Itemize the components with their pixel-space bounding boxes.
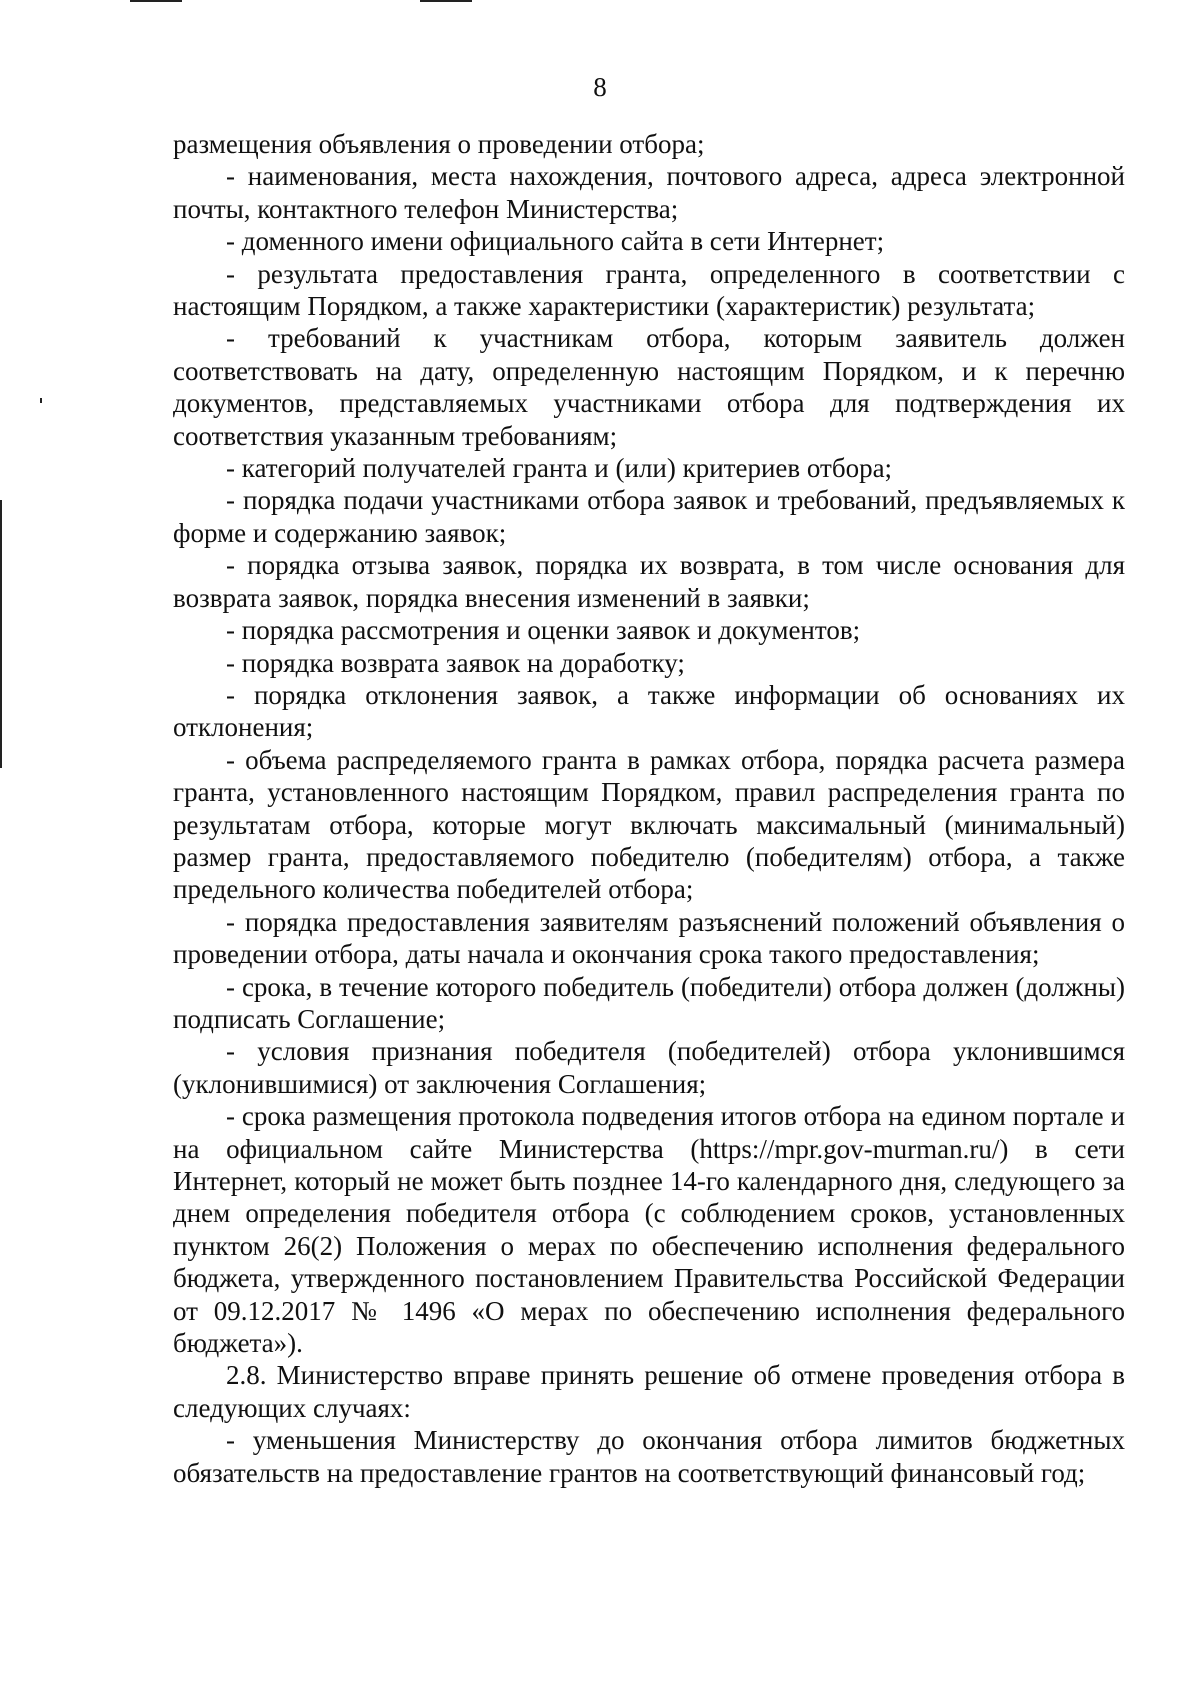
scan-speck [40,398,42,403]
document-body [173,128,1125,1489]
list-item: - объема распределяемого гранта в рамках отбора, порядка расчета размера гранта, установленного настоящим Порядком, правил распределения гранта по результатам отбора, которые могут включать максимальный (минимальный) размер гранта, предоставляемого победителю (победителям) отбора, а также предельного количества победителей отбора; [173,744,1125,905]
list-item: - порядка возврата заявок на доработку; [226,647,685,678]
list-item: - доменного имени официального сайта в сети Интернет; [226,226,885,257]
page-number: 8 [593,72,607,102]
list-item: - требований к участникам отбора, которым заявитель должен соответствовать на дату, определенную настоящим Порядком, и к перечню документов, представляемых участниками отбора для подтверждения их соответствия указанным требованиям; [173,323,1125,451]
list-item: - уменьшения Министерству до окончания отбора лимитов бюджетных обязательств на предоставление грантов на соответствующий финансовый год; [173,1425,1125,1488]
list-item: - порядка отзыва заявок, порядка их возврата, в том числе основания для возврата заявок, порядка внесения изменений в заявки; [173,550,1125,613]
list-item: - наименования, места нахождения, почтового адреса, адреса электронной почты, контактного телефон Министерства; [173,161,1125,224]
list-item: - порядка отклонения заявок, а также информации об основаниях их отклонения; [173,679,1125,743]
list-item: - условия признания победителя (победителей) отбора уклонившимся (уклонившимися) от заключения Соглашения; [173,1036,1125,1099]
paragraph: размещения объявления о проведении отбора; [173,129,705,159]
list-item: - порядка предоставления заявителям разъяснений положений объявления о проведении отбора, даты начала и окончания срока такого предоставления; [173,906,1125,970]
list-item: - результата предоставления гранта, определенного в соответствии с настоящим Порядком, а также характеристики (характеристик) результата; [173,258,1125,322]
scan-mark [420,0,472,2]
list-item: - срока размещения протокола подведения итогов отбора на едином портале и на официальном сайте Министерства (https://mpr.gov-murman.ru/) в сети Интернет, который не может быть позднее 14-го календарного дня, следующего за днем определения победителя отбора (с соблюдением сроков, установленных пунктом 26(2) Положения о мерах по обеспечению исполнения федерального бюджета, утвержденного постановлением Правительства Российской Федерации от 09.12.2017 № 1496 «О мерах по обеспечению исполнения федерального бюджета»). [173,1101,1125,1359]
list-item: - порядка рассмотрения и оценки заявок и документов; [226,615,861,646]
list-item: - срока, в течение которого победитель (победители) отбора должен (должны) подписать Соглашение; [173,971,1125,1034]
scan-edge-line [0,500,2,768]
list-item: - порядка подачи участниками отбора заявок и требований, предъявляемых к форме и содержанию заявок; [173,485,1125,548]
scan-mark [130,0,182,2]
list-item: - категорий получателей гранта и (или) критериев отбора; [226,453,893,484]
section-paragraph: 2.8. Министерство вправе принять решение об отмене проведения отбора в следующих случаях: [173,1360,1125,1423]
